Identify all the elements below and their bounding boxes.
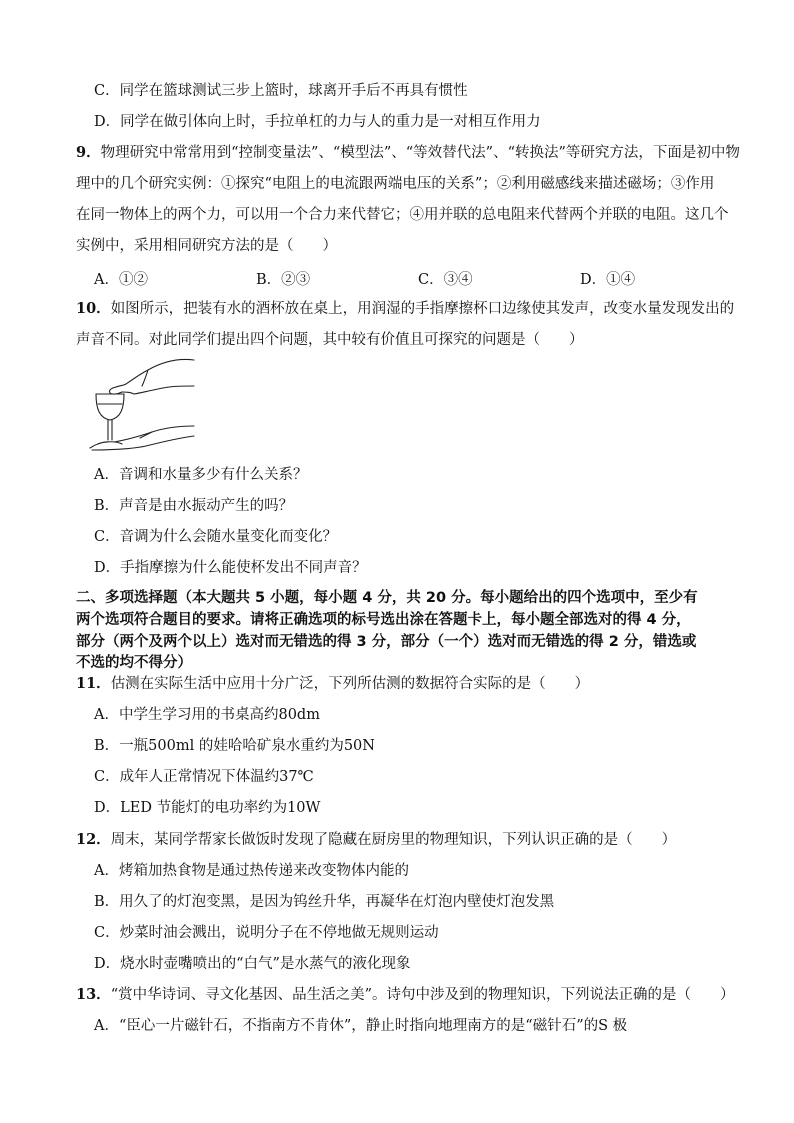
q9-stem-line2: 理中的几个研究实例：①探究“电阻上的电流跟两端电压的关系”；②利用磁感线来描述磁场；③作用 xyxy=(76,176,715,192)
q9-option-b: B．②③ xyxy=(256,272,311,288)
q9-options xyxy=(94,268,714,288)
section2-heading-line1: 二、多项选择题（本大题共 5 小题，每小题 4 分，共 20 分。每小题给出的四个选项中，至少有 xyxy=(76,590,698,606)
q10-number: 10． xyxy=(76,300,111,317)
q11-text: 估测在实际生活中应用十分广泛，下列所估测的数据符合实际的是（ ） xyxy=(110,676,590,692)
wine-glass-figure xyxy=(86,356,196,452)
q9-text: 物理研究中常常用到“控制变量法”、“模型法”、“等效替代法”、“转换法”等研究方法，下面是初中物 xyxy=(100,145,740,161)
q8-option-c: C．同学在篮球测试三步上篮时，球离开手后不再具有惯性 xyxy=(94,83,468,99)
q9-option-a: A．①② xyxy=(94,272,148,288)
q11-number: 11． xyxy=(76,675,111,692)
q12-option-a: A．烤箱加热食物是通过热传递来改变物体内能的 xyxy=(94,863,409,879)
q12-number: 12． xyxy=(76,831,111,848)
q11-option-a: A．中学生学习用的书桌高约80dm xyxy=(94,707,320,723)
q9-number: 9． xyxy=(76,144,101,161)
q9-option-c: C．③④ xyxy=(418,272,473,288)
q13-number: 13． xyxy=(76,986,111,1003)
section2-heading-line2: 两个选项符合题目的要求。请将正确选项的标号选出涂在答题卡上，每小题全部选对的得 4 分， xyxy=(76,612,691,628)
q13-stem xyxy=(76,985,735,1005)
q9-stem-line3: 在同一物体上的两个力，可以用一个合力来代替它；④用并联的总电阻来代替两个并联的电阻。这几个 xyxy=(76,207,729,223)
q10-option-d: D．手指摩擦为什么能使杯发出不同声音？ xyxy=(94,560,367,576)
q10-option-b: B．声音是由水振动产生的吗？ xyxy=(94,498,294,514)
q10-stem-line1 xyxy=(76,299,734,319)
q10-stem-line2: 声音不同。对此同学们提出四个问题，其中较有价值且可探究的问题是（ ） xyxy=(76,332,584,348)
q11-option-d: D．LED 节能灯的电功率约为10W xyxy=(94,800,321,816)
q10-option-c: C．音调为什么会随水量变化而变化？ xyxy=(94,529,338,545)
q9-option-d: D．①④ xyxy=(580,272,636,288)
q12-option-c: C．炒菜时油会溅出，说明分子在不停地做无规则运动 xyxy=(94,925,439,941)
q9-stem-line4: 实例中，采用相同研究方法的是（ ） xyxy=(76,238,337,254)
q12-option-d: D．烧水时壶嘴喷出的“白气”是水蒸气的液化现象 xyxy=(94,956,411,972)
q11-option-c: C．成年人正常情况下体温约37℃ xyxy=(94,769,314,785)
q9-stem-line1 xyxy=(76,143,740,163)
q11-stem xyxy=(76,674,589,694)
section2-heading-line3: 部分（两个及两个以上）选对而无错选的得 3 分，部分（一个）选对而无错选的得 2 分，错选或 xyxy=(76,634,697,650)
q12-stem xyxy=(76,830,676,850)
q11-option-b: B．一瓶500ml 的娃哈哈矿泉水重约为50N xyxy=(94,738,375,754)
q12-option-b: B．用久了的灯泡变黑，是因为钨丝升华，再凝华在灯泡内壁使灯泡发黑 xyxy=(94,894,555,910)
q12-text: 周末，某同学帮家长做饭时发现了隐藏在厨房里的物理知识，下列认识正确的是（ ） xyxy=(110,832,677,848)
q10-option-a: A．音调和水量多少有什么关系？ xyxy=(94,467,308,483)
q10-text: 如图所示，把装有水的酒杯放在桌上，用润湿的手指摩擦杯口边缘使其发声，改变水量发现发出的 xyxy=(110,301,735,317)
q13-option-a: A．“臣心一片磁针石，不指南方不肯休”，静止时指向地理南方的是“磁针石”的S 极 xyxy=(94,1018,628,1034)
q13-text: “赏中华诗词、寻文化基因、品生活之美”。诗句中涉及到的物理知识，下列说法正确的是（ ） xyxy=(110,987,735,1003)
q8-option-d: D．同学在做引体向上时，手拉单杠的力与人的重力是一对相互作用力 xyxy=(94,114,541,130)
section2-heading-line4: 不选的均不得分） xyxy=(76,655,192,671)
